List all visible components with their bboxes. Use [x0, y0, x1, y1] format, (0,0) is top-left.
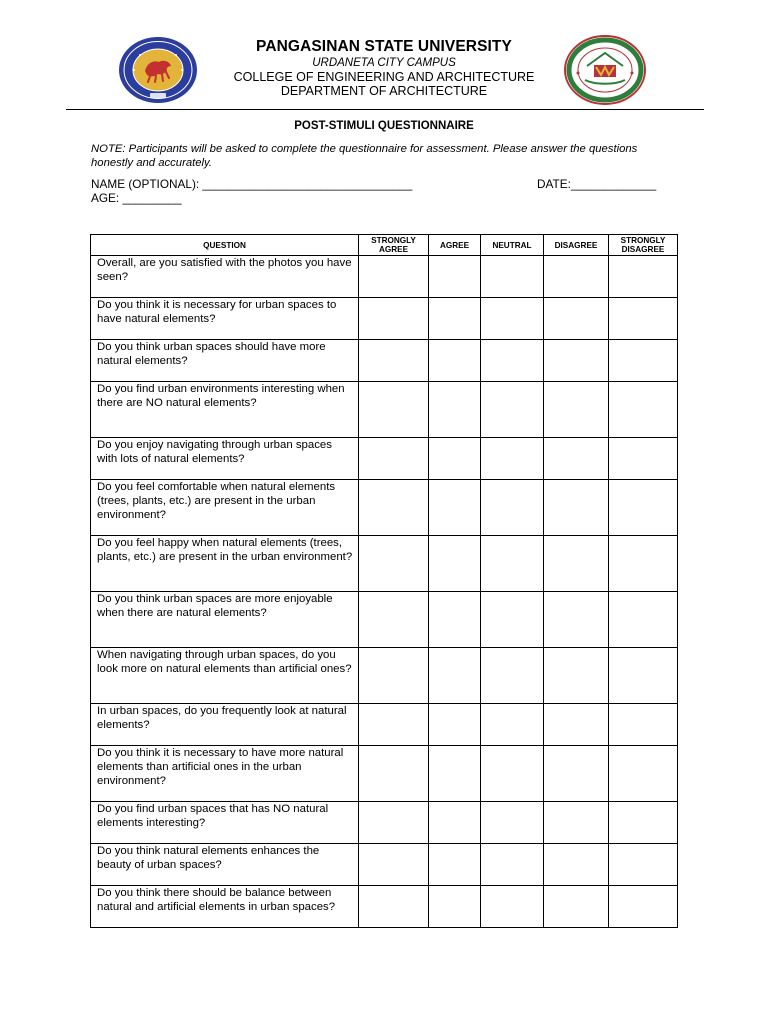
response-cell-strongly-disagree[interactable]	[609, 746, 678, 802]
response-cell-strongly-disagree[interactable]	[609, 844, 678, 886]
table-row	[91, 886, 678, 928]
response-cell-strongly-disagree[interactable]	[609, 536, 678, 592]
response-cell-strongly-disagree[interactable]	[609, 592, 678, 648]
response-cell-strongly-disagree[interactable]	[609, 256, 678, 298]
table-row	[91, 536, 678, 592]
column-header-strongly-disagree: STRONGLY DISAGREE	[609, 235, 678, 256]
question-text: Overall, are you satisfied with the photos you have seen?	[91, 256, 359, 298]
response-cell-disagree[interactable]	[544, 536, 609, 592]
table-row	[91, 382, 678, 438]
response-cell-agree[interactable]	[429, 648, 481, 704]
response-cell-strongly-agree[interactable]	[359, 536, 429, 592]
table-row	[91, 844, 678, 886]
age-field[interactable]: AGE: _________	[91, 191, 182, 205]
response-cell-neutral[interactable]	[481, 648, 544, 704]
response-cell-disagree[interactable]	[544, 298, 609, 340]
response-cell-disagree[interactable]	[544, 382, 609, 438]
name-field[interactable]: NAME (OPTIONAL): ________________________________	[91, 177, 413, 191]
response-cell-agree[interactable]	[429, 298, 481, 340]
table-row	[91, 592, 678, 648]
response-cell-disagree[interactable]	[544, 704, 609, 746]
response-cell-strongly-disagree[interactable]	[609, 704, 678, 746]
response-cell-neutral[interactable]	[481, 256, 544, 298]
table-row	[91, 802, 678, 844]
department-name: DEPARTMENT OF ARCHITECTURE	[280, 84, 488, 98]
response-cell-strongly-agree[interactable]	[359, 592, 429, 648]
campus-seal-icon	[561, 33, 649, 107]
column-header-neutral: NEUTRAL	[481, 235, 544, 256]
column-header-agree: AGREE	[429, 235, 481, 256]
response-cell-disagree[interactable]	[544, 340, 609, 382]
response-cell-neutral[interactable]	[481, 340, 544, 382]
response-cell-strongly-agree[interactable]	[359, 256, 429, 298]
response-cell-agree[interactable]	[429, 886, 481, 928]
response-cell-strongly-agree[interactable]	[359, 844, 429, 886]
question-text: Do you enjoy navigating through urban spaces with lots of natural elements?	[91, 438, 359, 480]
response-cell-disagree[interactable]	[544, 438, 609, 480]
response-cell-neutral[interactable]	[481, 844, 544, 886]
response-cell-disagree[interactable]	[544, 592, 609, 648]
response-cell-strongly-agree[interactable]	[359, 746, 429, 802]
response-cell-agree[interactable]	[429, 480, 481, 536]
question-text: Do you think natural elements enhances the beauty of urban spaces?	[91, 844, 359, 886]
letterhead	[200, 38, 568, 98]
table-row	[91, 256, 678, 298]
response-cell-neutral[interactable]	[481, 480, 544, 536]
response-cell-disagree[interactable]	[544, 256, 609, 298]
response-cell-agree[interactable]	[429, 802, 481, 844]
response-cell-strongly-agree[interactable]	[359, 438, 429, 480]
response-cell-disagree[interactable]	[544, 802, 609, 844]
response-cell-strongly-agree[interactable]	[359, 480, 429, 536]
response-cell-agree[interactable]	[429, 536, 481, 592]
table-row	[91, 480, 678, 536]
response-cell-strongly-disagree[interactable]	[609, 802, 678, 844]
name-date-row	[91, 177, 681, 191]
table-row	[91, 298, 678, 340]
column-header-strongly-agree: STRONGLY AGREE	[359, 235, 429, 256]
response-cell-neutral[interactable]	[481, 382, 544, 438]
note-text: Participants will be asked to complete the questionnaire for assessment. Please answer the questions honestly and accurately.	[91, 143, 638, 169]
table-row	[91, 340, 678, 382]
campus-name: URDANETA CITY CAMPUS	[312, 57, 456, 69]
question-text: Do you feel happy when natural elements (trees, plants, etc.) are present in the urban environment?	[91, 536, 359, 592]
response-cell-neutral[interactable]	[481, 536, 544, 592]
response-cell-strongly-agree[interactable]	[359, 298, 429, 340]
instructions-note	[91, 142, 671, 170]
question-text: Do you find urban spaces that has NO natural elements interesting?	[91, 802, 359, 844]
response-cell-neutral[interactable]	[481, 438, 544, 480]
response-cell-agree[interactable]	[429, 746, 481, 802]
college-name: COLLEGE OF ENGINEERING AND ARCHITECTURE	[233, 70, 535, 84]
response-cell-agree[interactable]	[429, 704, 481, 746]
response-cell-disagree[interactable]	[544, 844, 609, 886]
response-cell-strongly-agree[interactable]	[359, 886, 429, 928]
response-cell-strongly-disagree[interactable]	[609, 480, 678, 536]
response-cell-agree[interactable]	[429, 438, 481, 480]
response-cell-disagree[interactable]	[544, 480, 609, 536]
question-text: In urban spaces, do you frequently look at natural elements?	[91, 704, 359, 746]
column-header-question: QUESTION	[91, 235, 359, 256]
response-cell-strongly-agree[interactable]	[359, 382, 429, 438]
table-row	[91, 648, 678, 704]
response-cell-disagree[interactable]	[544, 746, 609, 802]
response-cell-agree[interactable]	[429, 340, 481, 382]
response-cell-strongly-disagree[interactable]	[609, 382, 678, 438]
response-cell-agree[interactable]	[429, 382, 481, 438]
header-divider	[66, 109, 704, 110]
question-text: Do you think urban spaces are more enjoyable when there are natural elements?	[91, 592, 359, 648]
response-cell-disagree[interactable]	[544, 648, 609, 704]
table-row	[91, 704, 678, 746]
response-cell-strongly-agree[interactable]	[359, 648, 429, 704]
question-text: Do you think there should be balance between natural and artificial elements in urban spaces?	[91, 886, 359, 928]
response-cell-agree[interactable]	[429, 592, 481, 648]
question-text: Do you feel comfortable when natural elements (trees, plants, etc.) are present in the urban environment?	[91, 480, 359, 536]
question-text: Do you think it is necessary to have more natural elements than artificial ones in the urban environment?	[91, 746, 359, 802]
table-row	[91, 746, 678, 802]
response-cell-strongly-agree[interactable]	[359, 340, 429, 382]
question-text: Do you find urban environments interesting when there are NO natural elements?	[91, 382, 359, 438]
response-cell-strongly-agree[interactable]	[359, 802, 429, 844]
response-cell-neutral[interactable]	[481, 886, 544, 928]
table-row	[91, 438, 678, 480]
university-seal-icon	[117, 35, 199, 105]
response-cell-neutral[interactable]	[481, 746, 544, 802]
question-text: When navigating through urban spaces, do you look more on natural elements than artificial ones?	[91, 648, 359, 704]
response-cell-neutral[interactable]	[481, 704, 544, 746]
question-text: Do you think it is necessary for urban spaces to have natural elements?	[91, 298, 359, 340]
response-cell-strongly-agree[interactable]	[359, 704, 429, 746]
response-cell-strongly-disagree[interactable]	[609, 340, 678, 382]
date-field[interactable]: DATE:_____________	[537, 177, 657, 191]
response-cell-disagree[interactable]	[544, 886, 609, 928]
response-cell-neutral[interactable]	[481, 802, 544, 844]
response-cell-strongly-disagree[interactable]	[609, 298, 678, 340]
response-cell-strongly-disagree[interactable]	[609, 438, 678, 480]
university-name: PANGASINAN STATE UNIVERSITY	[256, 38, 512, 55]
response-cell-strongly-disagree[interactable]	[609, 648, 678, 704]
column-header-disagree: DISAGREE	[544, 235, 609, 256]
table-header-row	[91, 235, 678, 256]
response-cell-agree[interactable]	[429, 256, 481, 298]
response-cell-neutral[interactable]	[481, 298, 544, 340]
response-cell-agree[interactable]	[429, 844, 481, 886]
respondent-fields	[91, 177, 681, 205]
response-cell-strongly-disagree[interactable]	[609, 886, 678, 928]
questionnaire-table	[90, 234, 678, 928]
response-cell-neutral[interactable]	[481, 592, 544, 648]
form-title: POST-STIMULI QUESTIONNAIRE	[294, 120, 474, 132]
question-text: Do you think urban spaces should have more natural elements?	[91, 340, 359, 382]
note-label: NOTE:	[91, 143, 126, 155]
